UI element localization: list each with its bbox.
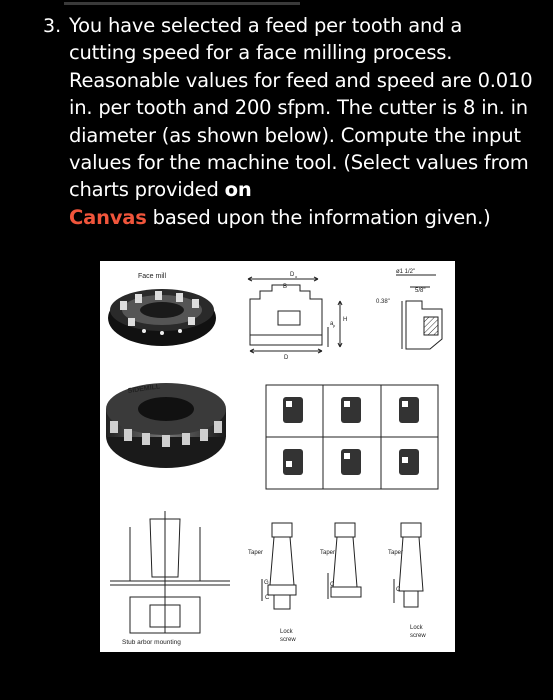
taper-mount-drawings [262, 523, 423, 609]
insert-detail-drawing [396, 275, 442, 349]
cutter-brand-label: SIDEMILL [127, 383, 161, 395]
dim-do-sub: o [295, 274, 298, 279]
taper-label-3: Taper [388, 550, 404, 556]
dim-do-label: D [290, 272, 295, 278]
taper-label-2: Taper [320, 550, 336, 556]
cutter-drawing [248, 277, 342, 353]
dim-b-label: B [283, 284, 288, 290]
stub-arbor-drawing [110, 511, 230, 633]
lock-label-2: Lock [410, 625, 423, 631]
question-block [43, 12, 533, 231]
dim-g-label: G [264, 580, 269, 586]
dim-c-label-1: C [265, 595, 270, 601]
milling-figure [100, 261, 455, 652]
question-text-end: based upon the information given.) [146, 205, 491, 229]
question-text-on: on [224, 178, 252, 202]
dim-h-label: H [343, 317, 348, 323]
canvas-link[interactable]: Canvas [69, 205, 147, 229]
dim-5-8-label: 5/8" [415, 288, 426, 294]
dim-ap-sub: p [333, 323, 336, 328]
screw-label-2: screw [410, 633, 426, 639]
top-divider [64, 2, 300, 5]
face-mill-image [108, 289, 216, 346]
taper-label-1: Taper [248, 550, 264, 556]
stub-arbor-label: Stub arbor mounting [122, 639, 181, 646]
question-text-main: You have selected a feed per tooth and a cutting speed for a face milling process. Reasonable values for feed and speed are 0.010 in. per tooth and 200 sfpm. The cutter is 8 in. in diameter (as shown below). Compute the input values for the machine tool. (Select values from charts provided [69, 14, 533, 202]
lock-label-1: Lock [280, 629, 293, 635]
face-mill-label: Face mill [138, 273, 167, 280]
dim-c-label-2: C [330, 582, 335, 588]
dim-c-label-3: C [396, 587, 401, 593]
question-number: 3. [43, 15, 62, 37]
dim-ap-label: a [330, 321, 334, 327]
dim-1-half-label: ø1 1/2" [396, 269, 416, 275]
dim-d-label: D [284, 355, 289, 361]
insert-grid [266, 385, 438, 489]
screw-label-1: screw [280, 637, 296, 643]
question-text [69, 12, 533, 231]
dim-038-label: 0.38" [376, 299, 390, 305]
indexable-cutter-image [106, 383, 226, 468]
